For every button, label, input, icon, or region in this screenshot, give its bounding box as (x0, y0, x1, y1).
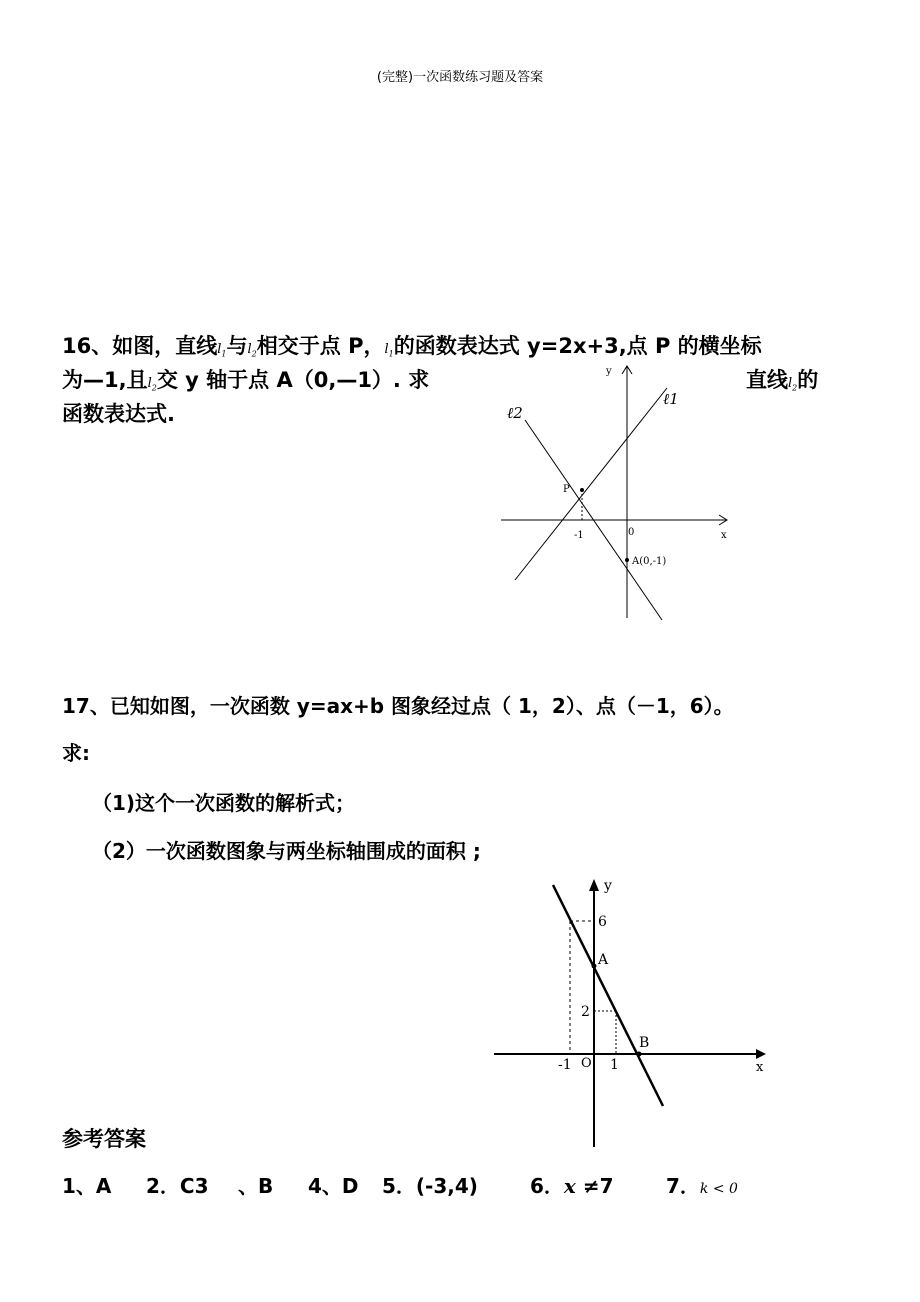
point-a-label: A(0,-1) (632, 556, 667, 567)
q16-figure (495, 360, 745, 625)
y-label: y (604, 878, 612, 894)
l1-symbol: $l_1$ (384, 342, 394, 359)
point-a-label: A (598, 952, 609, 968)
point-p (580, 488, 584, 492)
point-b-label: B (639, 1035, 650, 1051)
l1-symbol: $l_1$ (217, 342, 227, 359)
answer-3: 、B (238, 1174, 274, 1198)
q16-line-1: 16、如图，直线$l_1$与$l_2$相交于点 P，$l_1$的函数表达式 y=2x+3,点 P 的横坐标 (62, 334, 762, 359)
tick-neg1-label: -1 (574, 530, 584, 541)
answer-4: 4、D (308, 1174, 359, 1198)
q17-line-2: 求: (62, 741, 90, 765)
q16-line-2-right: 直线$l_2$的 (746, 368, 819, 393)
x-axis-arrow (756, 1049, 766, 1059)
y-label: y (606, 366, 612, 377)
l2-symbol: $l_2$ (147, 376, 157, 393)
q16-text: 16、如图，直线 (62, 334, 218, 358)
line-l2-label: ℓ2 (507, 404, 523, 422)
answer-7: 7．k < 0 (666, 1174, 738, 1198)
answer-2: 2．C3 (146, 1174, 209, 1198)
point-p-label: P (563, 484, 570, 495)
point-b (637, 1052, 642, 1057)
answers-title: 参考答案 (62, 1127, 146, 1151)
page-header: (完整)一次函数练习题及答案 (376, 70, 544, 85)
l2-symbol: $l_2$ (247, 342, 257, 359)
origin-label: O (581, 1056, 592, 1071)
point-a (592, 964, 597, 969)
q16-line-2: 为—1,且$l_2$交 y 轴于点 A（0,—1）. 求 (62, 368, 430, 393)
q17-line-1: 17、已知如图，一次函数 y=ax+b 图象经过点（ 1，2）、点（－1，6）。 (62, 694, 734, 718)
x-label: x (721, 530, 727, 541)
answer-6: 6．x ≠7 (530, 1174, 614, 1198)
answer-5: 5．(-3,4) (382, 1174, 478, 1198)
tick-1-label: 1 (610, 1057, 619, 1073)
origin-label: 0 (628, 527, 635, 538)
point-a (625, 558, 629, 562)
q17-line-4: （2）一次函数图象与两坐标轴围成的面积 ; (92, 839, 481, 863)
q17-figure (490, 875, 775, 1150)
x-label: x (756, 1060, 764, 1075)
answer-1: 1、A (62, 1174, 112, 1198)
y-axis-arrow (589, 879, 599, 891)
line-l1 (515, 388, 667, 580)
line-l1-label: ℓ1 (663, 390, 679, 408)
l2-symbol: $l_2$ (788, 376, 798, 393)
q16-line-3: 函数表达式. (62, 402, 175, 426)
tick-neg1-label: -1 (558, 1057, 572, 1073)
tick-2-label: 2 (581, 1004, 590, 1020)
tick-6-label: 6 (598, 914, 607, 930)
q17-line-3: （1)这个一次函数的解析式； (92, 791, 356, 815)
